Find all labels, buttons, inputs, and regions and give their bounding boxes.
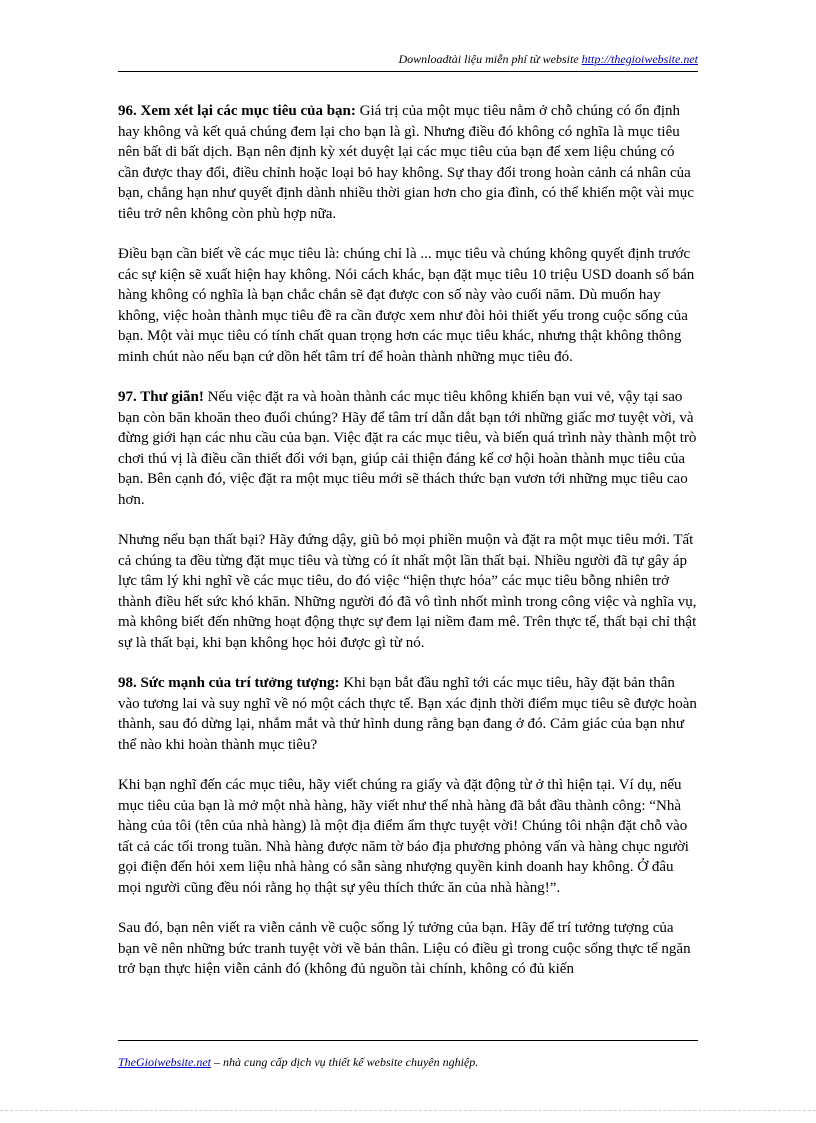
footer-website-link[interactable]: TheGioiwebsite.net bbox=[118, 1055, 211, 1069]
page-edge-divider bbox=[0, 1110, 816, 1111]
paragraph-restaurant-example bbox=[118, 775, 698, 898]
footer-text: – nhà cung cấp dịch vụ thiết kế website chuyên nghiệp. bbox=[211, 1055, 479, 1069]
paragraph-goals-note bbox=[118, 244, 698, 367]
paragraph-failure bbox=[118, 530, 698, 653]
header-divider bbox=[118, 71, 698, 72]
page-footer bbox=[118, 1055, 698, 1070]
page-header bbox=[118, 52, 698, 67]
section-heading: 98. Sức mạnh của trí tưởng tượng: bbox=[118, 675, 340, 691]
paragraph-97 bbox=[118, 387, 698, 510]
paragraph-text: Nếu việc đặt ra và hoàn thành các mục tiêu không khiến bạn vui vẻ, vậy tại sao bạn còn băn khoăn theo đuổi chúng? Hãy để tâm trí dẫn dắt bạn tới những giấc mơ tuyệt vời, và đừng giới hạn các nhu cầu của bạn. Việc đặt ra các mục tiêu, và biến quá trình này thành một trò chơi thú vị là điều cần thiết đối với bạn, giúp cải thiện đáng kể cơ hội hoàn thành mục tiêu của bạn. Bên cạnh đó, việc đặt ra một mục tiêu mới sẽ thách thức bạn vươn tới những mục tiêu cao hơn. bbox=[118, 389, 697, 508]
paragraph-text: Giá trị của một mục tiêu nằm ở chỗ chúng có ổn định hay không và kết quả chúng đem lại cho bạn là gì. Nhưng điều đó không có nghĩa là mục tiêu nên bất di bất dịch. Bạn nên định kỳ xét duyệt lại các mục tiêu của bạn để xem liệu chúng có cần được thay đổi, điều chỉnh hoặc loại bỏ hay không. Sự thay đổi trong hoàn cảnh cá nhân của bạn, chẳng hạn như quyết định dành nhiều thời gian hơn cho gia đình, có thể khiến một vài mục tiêu trở nên không còn phù hợp nữa. bbox=[118, 103, 694, 222]
paragraph-text: Sau đó, bạn nên viết ra viễn cảnh về cuộc sống lý tưởng của bạn. Hãy để trí tưởng tượng của bạn vẽ nên những bức tranh tuyệt vời về bản thân. Liệu có điều gì trong cuộc sống thực tế ngăn trở bạn thực hiện viễn cảnh đó (không đủ nguồn tài chính, không có đủ kiến bbox=[118, 920, 691, 977]
paragraph-text: Khi bạn nghĩ đến các mục tiêu, hãy viết chúng ra giấy và đặt động từ ở thì hiện tại. Ví dụ, nếu mục tiêu của bạn là mở một nhà hàng, hãy viết như thể nhà hàng đã bắt đầu thành công: “Nhà hàng của tôi (tên của nhà hàng) là một địa điểm ẩm thực tuyệt vời! Chúng tôi nhận đặt chỗ vào tất cả các tối trong tuần. Nhà hàng được năm tờ báo địa phương phỏng vấn và hàng chục người gọi điện đến hỏi xem liệu nhà hàng có sẵn sàng nhượng quyền kinh doanh hay không. Ở đâu mọi người cũng đều nói rằng họ thật sự yêu thích thức ăn của nhà hàng!”. bbox=[118, 777, 689, 896]
paragraph-text: Khi bạn bắt đầu nghĩ tới các mục tiêu, hãy đặt bản thân vào tương lai và suy nghĩ về nó một cách thực tế. Bạn xác định thời điểm mục tiêu sẽ được hoàn thành, sau đó dừng lại, nhắm mắt và thử hình dung rằng bạn đang ở đó. Cảm giác của bạn như thế nào khi hoàn thành mục tiêu? bbox=[118, 675, 697, 753]
footer-divider bbox=[118, 1040, 698, 1041]
header-text: Downloadtài liệu miễn phí từ website bbox=[398, 52, 582, 66]
header-website-link[interactable]: http://thegioiwebsite.net bbox=[581, 52, 698, 66]
section-heading: 97. Thư giãn! bbox=[118, 389, 204, 405]
paragraph-98 bbox=[118, 673, 698, 755]
paragraph-text: Nhưng nếu bạn thất bại? Hãy đứng dậy, giũ bỏ mọi phiền muộn và đặt ra một mục tiêu mới. Tất cả chúng ta đều từng đặt mục tiêu và từng có ít nhất một lần thất bại. Nhiều người đã tự gây áp lực tâm lý khi nghĩ về các mục tiêu, do đó việc “hiện thực hóa” các mục tiêu bỗng nhiên trở thành điều hết sức khó khăn. Những người đó đã vô tình nhốt mình trong công việc và nghĩa vụ, mà không biết đến những hoạt động thực sự đem lại niềm đam mê. Trên thực tế, thất bại chỉ thật sự là thất bại, khi bạn không học hỏi được gì từ nó. bbox=[118, 532, 697, 651]
paragraph-text: Điều bạn cần biết về các mục tiêu là: chúng chỉ là ... mục tiêu và chúng không quyết định trước các sự kiện sẽ xuất hiện hay không. Nói cách khác, bạn đặt mục tiêu 10 triệu USD doanh số bán hàng không có nghĩa là bạn chắc chắn sẽ đạt được con số này vào cuối năm. Dù muốn hay không, việc hoàn thành mục tiêu đề ra cần được xem như đòi hỏi thiết yếu trong cuộc sống của bạn. Một vài mục tiêu có tính chất quan trọng hơn các mục tiêu khác, nhưng thật không thông minh chút nào nếu bạn cứ dồn hết tâm trí để hoàn thành những mục tiêu đó. bbox=[118, 246, 695, 365]
paragraph-ideal-life bbox=[118, 918, 698, 980]
section-heading: 96. Xem xét lại các mục tiêu của bạn: bbox=[118, 103, 356, 119]
document-body bbox=[118, 101, 698, 1000]
paragraph-96 bbox=[118, 101, 698, 224]
